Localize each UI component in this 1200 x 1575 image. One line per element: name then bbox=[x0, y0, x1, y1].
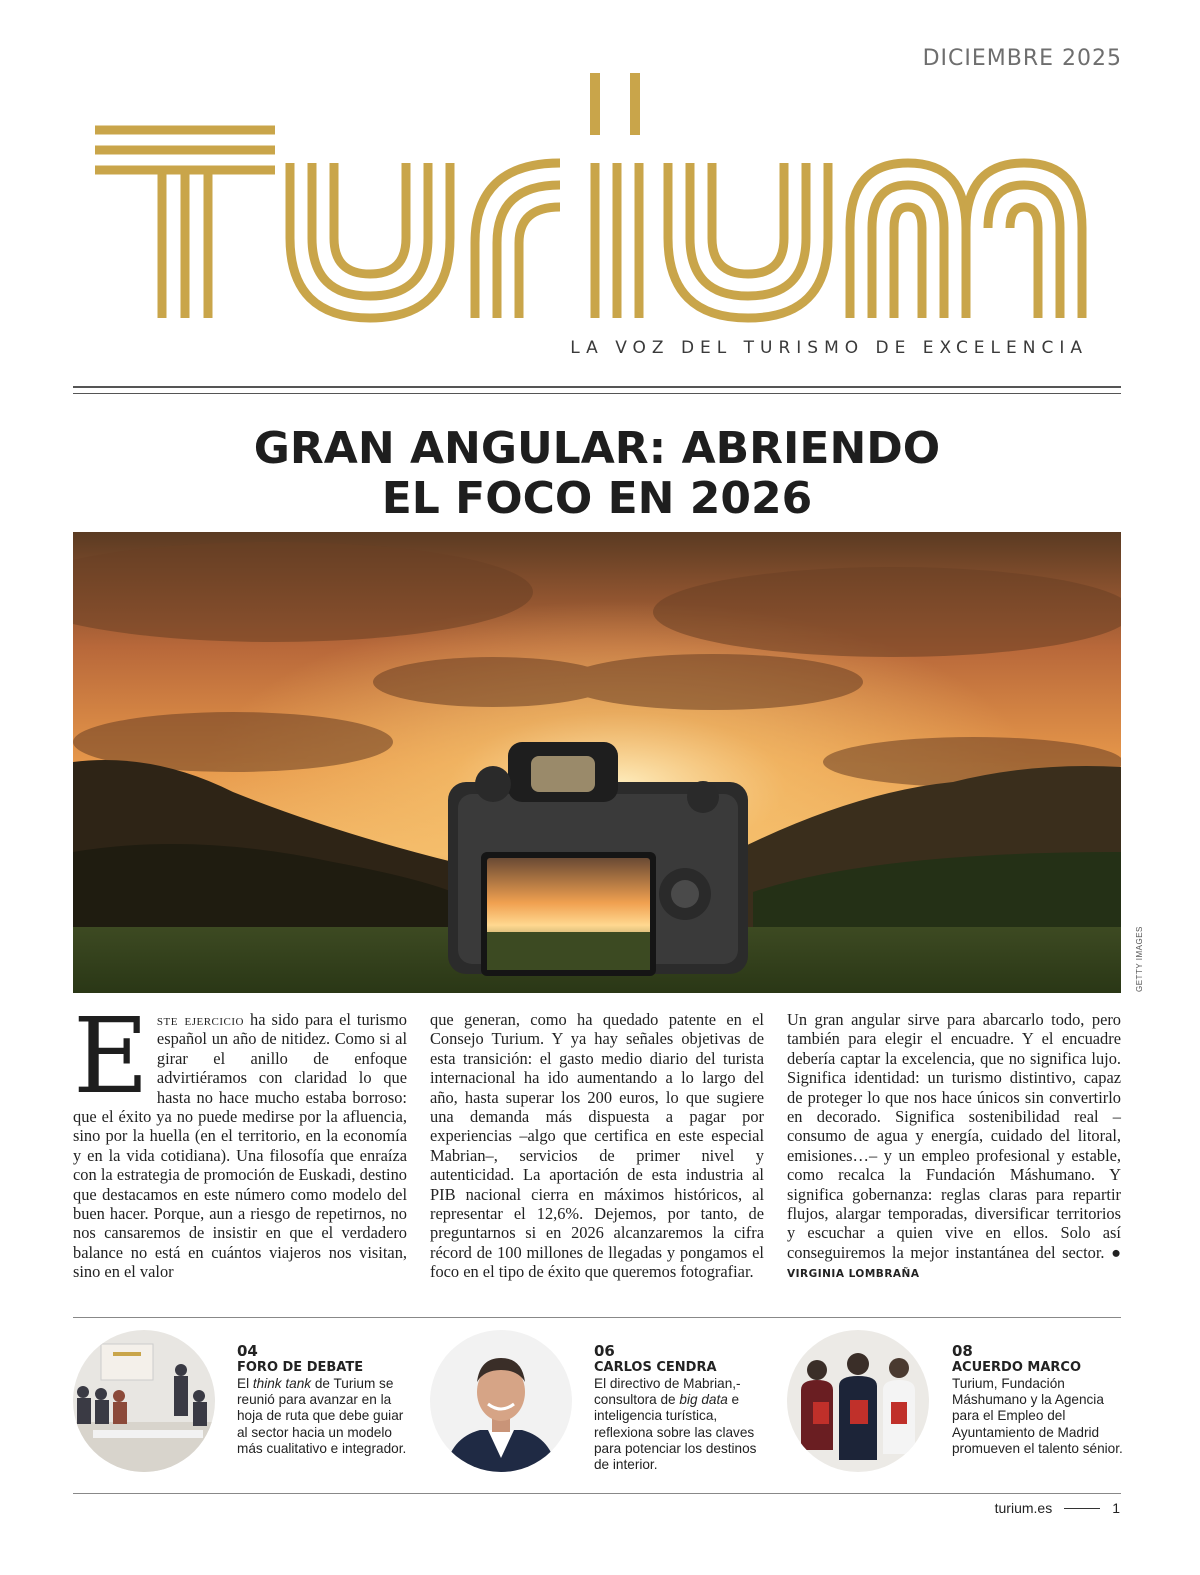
footer-divider bbox=[73, 1493, 1121, 1494]
teaser-text: El directivo de Mabrian,-consultora de bbox=[594, 1376, 741, 1408]
footer-dash bbox=[1064, 1508, 1100, 1509]
teaser-title: CARLOS CENDRA bbox=[594, 1360, 717, 1375]
column-3-text: Un gran angular sirve para abarcarlo todo, pero también para elegir el encuadre. Y el encuadre debería captar la excelencia, que no significa lujo. Significa identidad: un turismo distintivo, capaz de proteger lo que nos hace únicos sin convertirlo en decorado. Significa sostenibilidad real –consumo de agua y energía, cuidado del litoral, emisiones…– y un empleo profesional y estable, como recalca la Fundación Máshumano. Y significa gobernanza: reglas claras para repartir flujos, alargar temporadas, diversificar territorios y escuchar a quien vive en ellos. Solo así conseguiremos la mejor instantánea del sector. bbox=[787, 1010, 1121, 1262]
headline-line-2: EL FOCO EN 2026 bbox=[381, 473, 813, 524]
header-divider-thin bbox=[73, 393, 1121, 394]
article-column-3 bbox=[787, 1010, 1121, 1285]
teaser-text-emphasis: think tank bbox=[252, 1376, 312, 1391]
headline-line-1: GRAN ANGULAR: ABRIENDO bbox=[253, 423, 941, 474]
header-divider bbox=[73, 386, 1121, 388]
article-column-2 bbox=[430, 1010, 764, 1282]
article-headline bbox=[73, 424, 1121, 524]
tagline: LA VOZ DEL TURISMO DE EXCELENCIA bbox=[570, 338, 1088, 358]
photo-credit-text: GETTY IMAGES bbox=[1135, 926, 1144, 992]
teaser-page-number: 08 bbox=[952, 1342, 973, 1360]
teaser-photo-portrait[interactable] bbox=[430, 1330, 572, 1472]
author-bullet: ● bbox=[1111, 1242, 1121, 1262]
photo-credit bbox=[1121, 926, 1144, 992]
hero-photo-camera-sunset bbox=[73, 532, 1121, 993]
teaser-text: El bbox=[237, 1376, 253, 1391]
column-1-text: ha sido para el turismo español un año de nitidez. Como si al girar el anillo de enfoque advirtiéramos con claridad lo que hasta no hace mucho estaba borroso: que el éxito ya no puede medirse por la afluencia, sino por la huella (en el territorio, en la economía y en la vida cotidiana). Una filosofía que enraíza con la estrategia de promoción de Euskadi, destino que destacamos en este número como modelo del buen hacer. Porque, aun a riesgo de repetirnos, no nos cansaremos de insistir en que el verdadero balance no está en cuántos viajeros nos visitan, sino en el valor bbox=[73, 1010, 407, 1282]
teaser-text-emphasis: big data bbox=[679, 1392, 728, 1408]
teaser-divider bbox=[73, 1317, 1121, 1318]
teaser-text: Turium, Fundación Máshumano y la Agencia para el Empleo del Ayuntamiento de Madrid promueven el talento sénior. bbox=[952, 1376, 1123, 1456]
column-2-text: que generan, como ha quedado patente en el Consejo Turium. Y ya hay señales objetivas de esta transición: el gasto medio diario del turista internacional ha ido aumentando a lo largo del año, hasta superar los 200 euros, lo que sugiere una demanda más dispuesta a pagar por experiencias –algo que certifica en este especial Mabrian–, servicios de primer nivel y autenticidad. La aportación de esta industria al PIB nacional cierra en máximos históricos, al representar el 12,6%. Dejemos, por tanto, de preguntarnos si en 2026 alcanzaremos la cifra récord de 100 millones de llegadas y pongamos el foco en el tipo de éxito que queremos fotografiar. bbox=[430, 1010, 764, 1282]
issue-date: DICIEMBRE 2025 bbox=[922, 46, 1122, 71]
teaser-page-number: 04 bbox=[237, 1342, 258, 1360]
teaser-text-rest: de Turium se reunió para avanzar en la hoja de ruta que debe guiar al sector hacia un modelo más cualitativo e integrador. bbox=[237, 1376, 407, 1456]
turium-logo bbox=[90, 68, 1090, 330]
page-number: 1 bbox=[1112, 1500, 1120, 1516]
teaser-photo-meeting[interactable] bbox=[73, 1330, 215, 1472]
teaser-page-number: 06 bbox=[594, 1342, 615, 1360]
page-footer bbox=[995, 1500, 1120, 1516]
lead-in: ste ejercicio bbox=[156, 1010, 244, 1029]
teaser-acuerdo-marco[interactable] bbox=[952, 1342, 1132, 1457]
site-url[interactable]: turium.es bbox=[994, 1500, 1053, 1516]
article-column-1 bbox=[73, 995, 407, 1282]
author-name: VIRGINIA LOMBRAÑA bbox=[787, 1268, 920, 1281]
teaser-foro-debate[interactable] bbox=[237, 1342, 417, 1457]
teaser-photo-signing[interactable] bbox=[787, 1330, 929, 1472]
teaser-title: ACUERDO MARCO bbox=[952, 1360, 1082, 1375]
teaser-title: FORO DE DEBATE bbox=[237, 1360, 364, 1375]
teaser-text-rest: e inteligencia turística, reflexiona sobre las claves para potenciar los destinos de interior. bbox=[594, 1392, 757, 1473]
teaser-carlos-cendra[interactable] bbox=[594, 1342, 774, 1473]
drop-cap: E bbox=[73, 995, 149, 1117]
